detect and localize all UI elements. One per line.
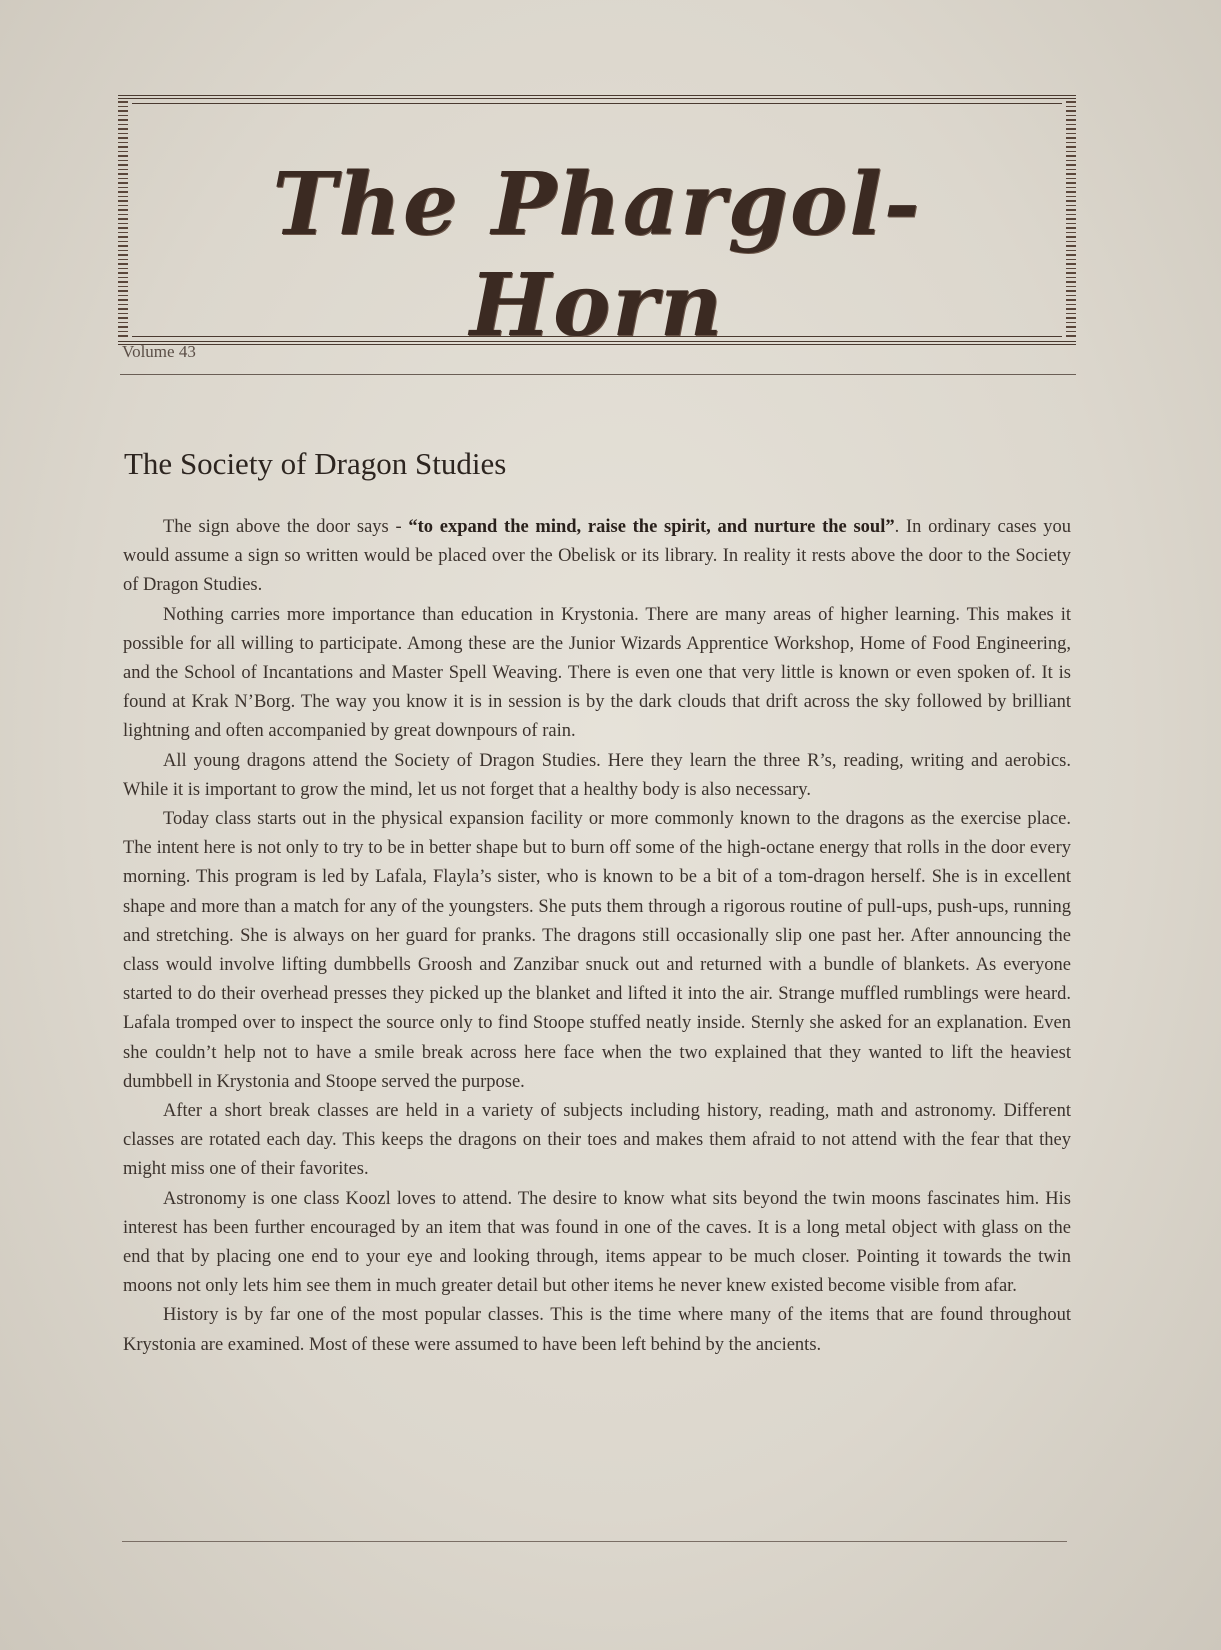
paragraph-2: Nothing carries more importance than education in Krystonia. There are many areas of higher learning. This makes it possible for all willing to participate. Among these are the Junior Wizards Apprentice Workshop, Home of Food Engineering, and the School of Incantations and Master Spell Weaving. There is even one that very little is known or even spoken of. It is found at Krak N’Borg. The way you know it is in session is by the dark clouds that drift across the sky followed by brilliant lightning and often accompanied by great downpours of rain. [123,604,1071,742]
rope-border-right [1066,101,1076,339]
paragraph-4: Today class starts out in the physical expansion facility or more commonly known to the dragons as the exercise place. The intent here is not only to try to be in better shape but to burn off some of the high-octane energy that rolls in the door every morning. This program is led by Lafala, Flayla’s sister, who is known to be a bit of a tom-dragon herself. She is in excellent shape and more than a match for any of the youngsters. She puts them through a rigorous routine of pull-ups, push-ups, running and stretching. She is always on her guard for pranks. The dragons still occasionally slip one past her. After announcing the class would involve lifting dumbbells Groosh and Zanzibar snuck out and returned with a bundle of blankets. As everyone started to do their overhead presses they picked up the blanket and lifted it into the air. Strange muffled rumblings were heard. Lafala tromped over to inspect the source only to find Stoope stuffed neatly inside. Sternly she asked for an explanation. Even she couldn’t help not to have a smile break across here face when the two explained that they wanted to lift the heaviest dumbbell in Krystonia and Stoope served the purpose. [123,809,1071,1092]
header-divider [120,374,1076,375]
footer-divider [122,1541,1067,1542]
paragraph-3: All young dragons attend the Society of Dragon Studies. Here they learn the three R’s, reading, writing and aerobics. While it is important to grow the mind, let us not forget that a healthy body is also necessary. [123,750,1071,800]
paragraph-5: After a short break classes are held in a variety of subjects including history, reading, math and astronomy. Different classes are rotated each day. This keeps the dragons on their toes and makes them afraid to not attend with the fear that they might miss one of their favorites. [123,1101,1071,1180]
article-body [123,513,1071,1360]
paragraph-1-rest: . In ordinary cases you would assume a sign so written would be placed over the Obelisk or its library. In reality it rests above the door to the Society of Dragon Studies. [123,517,1071,596]
paragraph-1-lead: The sign above the door says - [163,517,409,537]
paragraph-7: History is by far one of the most popular classes. This is the time where many of the items that are found throughout Krystonia are examined. Most of these were assumed to have been left behind by the ancients. [123,1305,1071,1355]
newsletter-title: The Phargol-Horn [272,154,922,356]
paragraph-1 [123,513,1071,601]
rope-border-left [118,101,128,339]
door-sign-quote: “to expand the mind, raise the spirit, and nurture the soul” [408,517,895,537]
article-heading: The Society of Dragon Studies [124,446,507,481]
paragraph-6: Astronomy is one class Koozl loves to attend. The desire to know what sits beyond the twin moons fascinates him. His interest has been further encouraged by an item that was found in one of the caves. It is a long metal object with glass on the end that by placing one end to your eye and looking through, items appear to be much closer. Pointing it towards the twin moons not only lets him see them in much greater detail but other items he never knew existed become visible from afar. [123,1188,1071,1297]
volume-label: Volume 43 [122,342,196,361]
